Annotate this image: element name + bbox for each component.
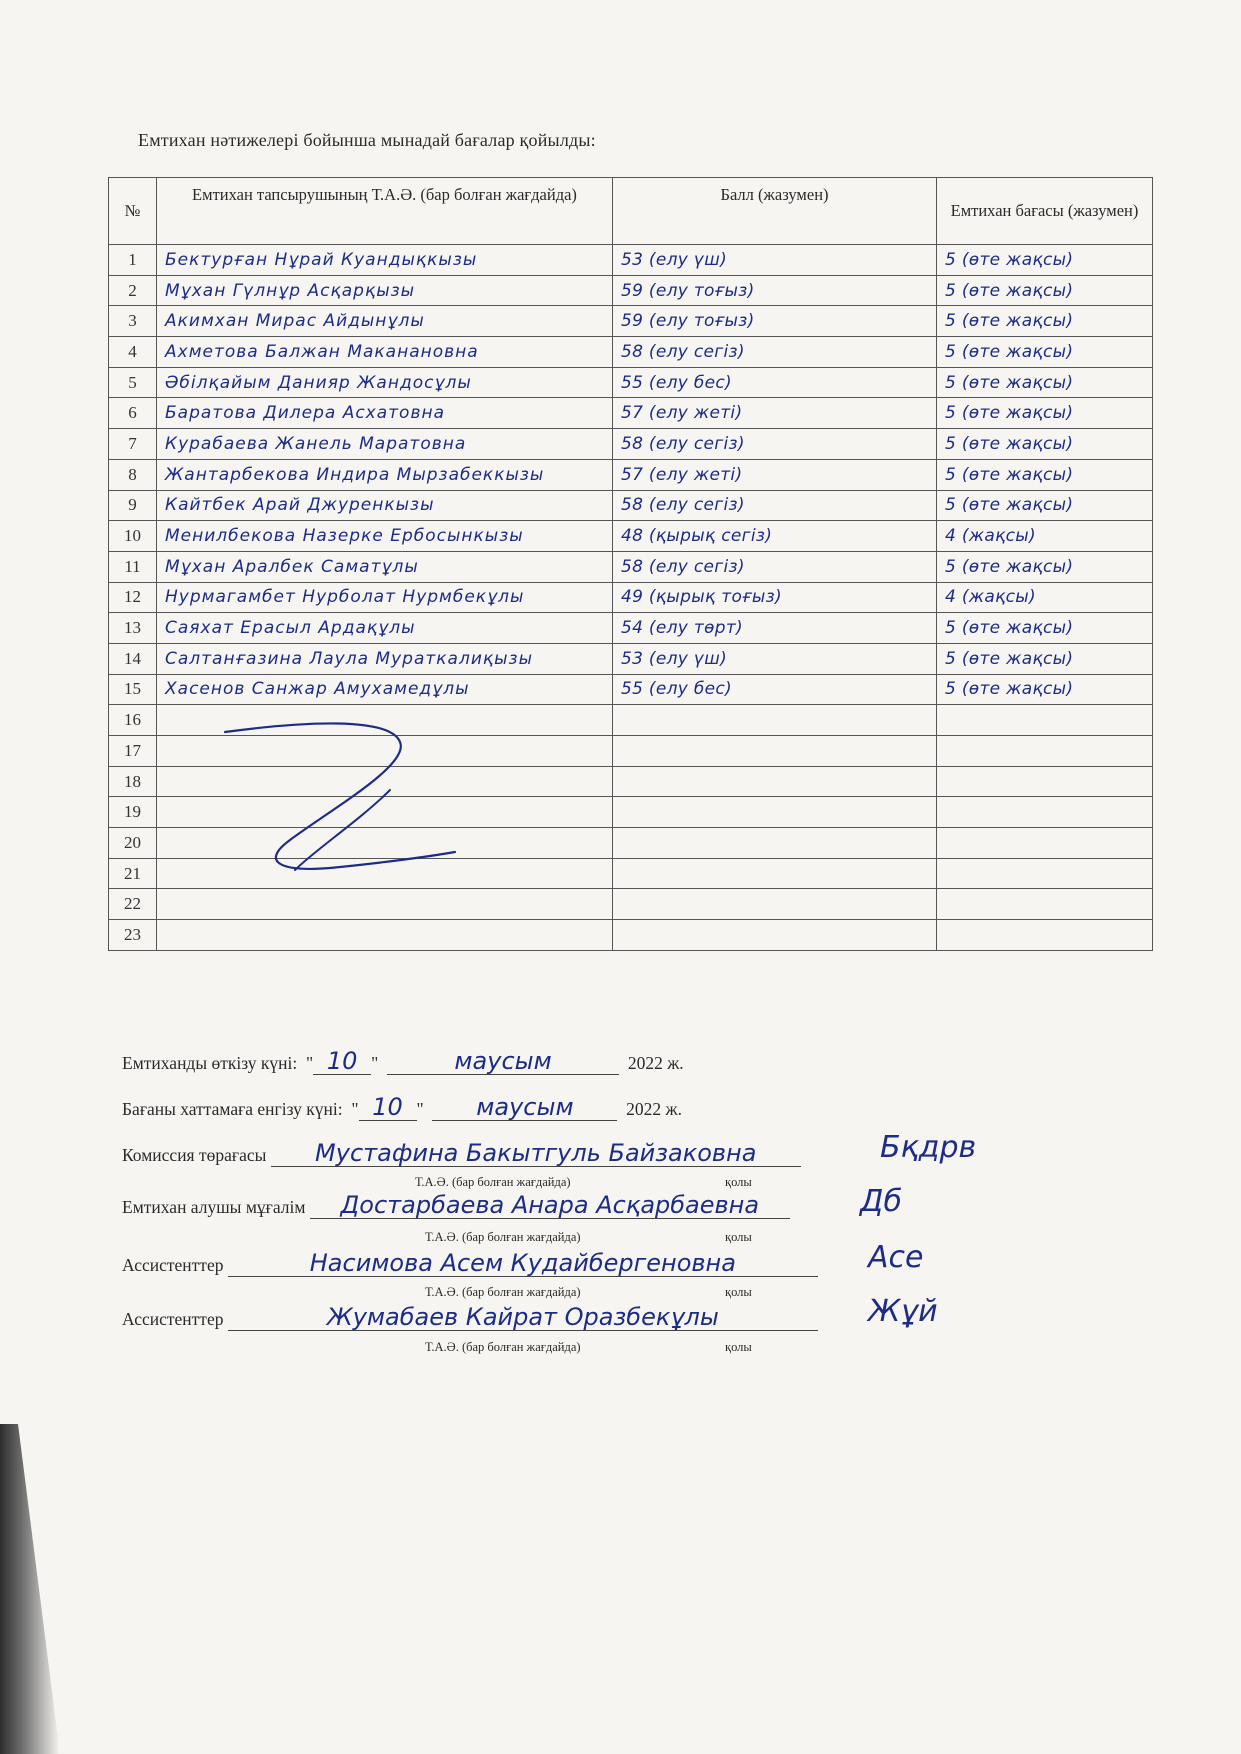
score-text: [613, 889, 937, 920]
grade-text: 5 (өте жақсы): [937, 306, 1153, 337]
table-row: [109, 459, 1153, 490]
table-row: [109, 490, 1153, 521]
grade-text: 5 (өте жақсы): [937, 245, 1153, 276]
row-number: 21: [109, 858, 157, 889]
row-number: 15: [109, 674, 157, 705]
row-number: 3: [109, 306, 157, 337]
grade-text: 5 (өте жақсы): [937, 551, 1153, 582]
entry-date-day: 10: [359, 1094, 417, 1121]
score-text: 53 (елу үш): [613, 643, 937, 674]
score-text: 57 (елу жеті): [613, 398, 937, 429]
grade-text: [937, 766, 1153, 797]
assistant1-signature: Асе: [868, 1240, 924, 1275]
grade-text: [937, 889, 1153, 920]
header-grade: Емтихан бағасы (жазумен): [937, 178, 1153, 245]
student-name: Мұхан Гүлнұр Асқарқызы: [157, 275, 613, 306]
student-name: Курабаева Жанель Маратовна: [157, 429, 613, 460]
header-num: №: [109, 178, 157, 245]
strike-through-mark: [220, 720, 460, 880]
student-name: Менилбекова Назерке Ербосынкызы: [157, 521, 613, 552]
entry-date-label: Бағаны хаттамаға енгізу күні:: [122, 1099, 343, 1119]
row-number: 14: [109, 643, 157, 674]
assistant2-line: [122, 1304, 818, 1331]
row-number: 6: [109, 398, 157, 429]
row-number: 20: [109, 828, 157, 859]
grade-text: 5 (өте жақсы): [937, 275, 1153, 306]
score-text: 54 (елу төрт): [613, 613, 937, 644]
grade-text: 5 (өте жақсы): [937, 674, 1153, 705]
score-text: 59 (елу тоғыз): [613, 306, 937, 337]
table-row: [109, 889, 1153, 920]
chair-caption-sign: қолы: [725, 1175, 752, 1189]
table-row: [109, 429, 1153, 460]
student-name: Әбілқайым Данияр Жандосұлы: [157, 367, 613, 398]
teacher-caption-name: Т.А.Ә. (бар болған жағдайда): [425, 1230, 581, 1244]
grade-text: 4 (жақсы): [937, 582, 1153, 613]
table-row: [109, 245, 1153, 276]
assistant2-caption-name: Т.А.Ә. (бар болған жағдайда): [425, 1340, 581, 1354]
row-number: 23: [109, 920, 157, 951]
entry-date-month: маусым: [432, 1094, 617, 1121]
row-number: 12: [109, 582, 157, 613]
student-name: Саяхат Ерасыл Ардақұлы: [157, 613, 613, 644]
assistant1-label: Ассистенттер: [122, 1255, 224, 1275]
header-name: Емтихан тапсырушының Т.А.Ә. (бар болған жағдайда): [157, 178, 613, 245]
student-name: [157, 889, 613, 920]
score-text: [613, 858, 937, 889]
chair-line: [122, 1140, 801, 1167]
table-row: [109, 643, 1153, 674]
row-number: 8: [109, 459, 157, 490]
student-name: [157, 920, 613, 951]
student-name: Ахметова Балжан Маканановна: [157, 337, 613, 368]
student-name: Хасенов Санжар Амухамедұлы: [157, 674, 613, 705]
section-heading: Емтихан нәтижелері бойынша мынадай бағалар қойылды:: [138, 130, 596, 150]
row-number: 2: [109, 275, 157, 306]
student-name: Нурмагамбет Нурболат Нурмбекұлы: [157, 582, 613, 613]
table-row: [109, 337, 1153, 368]
student-name: Жантарбекова Индира Мырзабеккызы: [157, 459, 613, 490]
grade-text: [937, 705, 1153, 736]
page-edge-shadow: [0, 1424, 60, 1754]
entry-date-line: Бағаны хаттамаға енгізу күні: " 10 " маусым 2022 ж.: [122, 1093, 683, 1121]
grade-text: 4 (жақсы): [937, 521, 1153, 552]
table-row: [109, 582, 1153, 613]
grade-text: [937, 920, 1153, 951]
teacher-line: [122, 1192, 790, 1219]
row-number: 18: [109, 766, 157, 797]
score-text: 55 (елу бес): [613, 674, 937, 705]
score-text: 58 (елу сегіз): [613, 429, 937, 460]
table-row: [109, 674, 1153, 705]
row-number: 7: [109, 429, 157, 460]
score-text: 49 (қырық тоғыз): [613, 582, 937, 613]
row-number: 10: [109, 521, 157, 552]
table-row: [109, 306, 1153, 337]
header-score: Балл (жазумен): [613, 178, 937, 245]
assistant1-line: [122, 1250, 818, 1277]
row-number: 1: [109, 245, 157, 276]
score-text: [613, 920, 937, 951]
row-number: 13: [109, 613, 157, 644]
assistant1-caption-name: Т.А.Ә. (бар болған жағдайда): [425, 1285, 581, 1299]
table-header-row: [109, 178, 1153, 245]
table-row: [109, 551, 1153, 582]
teacher-signature: Дб: [860, 1184, 902, 1219]
grade-text: 5 (өте жақсы): [937, 459, 1153, 490]
row-number: 16: [109, 705, 157, 736]
score-text: [613, 766, 937, 797]
student-name: Кайтбек Арай Джуренкызы: [157, 490, 613, 521]
grade-text: 5 (өте жақсы): [937, 613, 1153, 644]
table-row: [109, 521, 1153, 552]
table-row: [109, 367, 1153, 398]
row-number: 22: [109, 889, 157, 920]
chair-name: Мустафина Бакытгуль Байзаковна: [271, 1140, 801, 1167]
score-text: [613, 828, 937, 859]
exam-date-month: маусым: [387, 1048, 619, 1075]
score-text: 58 (елу сегіз): [613, 551, 937, 582]
assistant2-caption-sign: қолы: [725, 1340, 752, 1354]
student-name: Мұхан Аралбек Саматұлы: [157, 551, 613, 582]
score-text: 55 (елу бес): [613, 367, 937, 398]
entry-date-year: 2022 ж.: [626, 1099, 683, 1119]
grade-text: 5 (өте жақсы): [937, 490, 1153, 521]
assistant2-label: Ассистенттер: [122, 1309, 224, 1329]
teacher-label: Емтихан алушы мұғалім: [122, 1197, 306, 1217]
score-text: 57 (елу жеті): [613, 459, 937, 490]
student-name: Баратова Дилера Асхатовна: [157, 398, 613, 429]
exam-date-line: Емтиханды өткізу күні: " 10 " маусым 2022 ж.: [122, 1047, 684, 1075]
grade-text: [937, 858, 1153, 889]
score-text: 58 (елу сегіз): [613, 490, 937, 521]
grade-text: 5 (өте жақсы): [937, 337, 1153, 368]
score-text: [613, 705, 937, 736]
grade-text: [937, 736, 1153, 767]
row-number: 11: [109, 551, 157, 582]
score-text: 53 (елу үш): [613, 245, 937, 276]
row-number: 17: [109, 736, 157, 767]
row-number: 4: [109, 337, 157, 368]
score-text: [613, 797, 937, 828]
grade-text: 5 (өте жақсы): [937, 367, 1153, 398]
table-row: [109, 613, 1153, 644]
chair-caption-name: Т.А.Ә. (бар болған жағдайда): [415, 1175, 571, 1189]
score-text: 59 (елу тоғыз): [613, 275, 937, 306]
score-text: [613, 736, 937, 767]
table-row: [109, 920, 1153, 951]
exam-date-day: 10: [313, 1048, 371, 1075]
row-number: 9: [109, 490, 157, 521]
table-row: [109, 398, 1153, 429]
grade-text: 5 (өте жақсы): [937, 398, 1153, 429]
assistant2-name: Жумабаев Кайрат Оразбекұлы: [228, 1304, 818, 1331]
grade-text: 5 (өте жақсы): [937, 643, 1153, 674]
table-row: [109, 275, 1153, 306]
teacher-name: Достарбаева Анара Асқарбаевна: [310, 1192, 790, 1219]
assistant1-name: Насимова Асем Кудайбергеновна: [228, 1250, 818, 1277]
chair-label: Комиссия төрағасы: [122, 1145, 267, 1165]
student-name: Бектурған Нұрай Куандықкызы: [157, 245, 613, 276]
exam-date-label: Емтиханды өткізу күні:: [122, 1053, 298, 1073]
row-number: 5: [109, 367, 157, 398]
grade-text: [937, 797, 1153, 828]
chair-signature: Бқдрв: [880, 1130, 977, 1165]
score-text: 58 (елу сегіз): [613, 337, 937, 368]
student-name: Акимхан Мирас Айдынұлы: [157, 306, 613, 337]
score-text: 48 (қырық сегіз): [613, 521, 937, 552]
grade-text: [937, 828, 1153, 859]
student-name: Салтанғазина Лаула Мураткалиқызы: [157, 643, 613, 674]
row-number: 19: [109, 797, 157, 828]
grade-text: 5 (өте жақсы): [937, 429, 1153, 460]
assistant1-caption-sign: қолы: [725, 1285, 752, 1299]
exam-date-year: 2022 ж.: [627, 1053, 684, 1073]
teacher-caption-sign: қолы: [725, 1230, 752, 1244]
assistant2-signature: Жұй: [868, 1294, 938, 1329]
